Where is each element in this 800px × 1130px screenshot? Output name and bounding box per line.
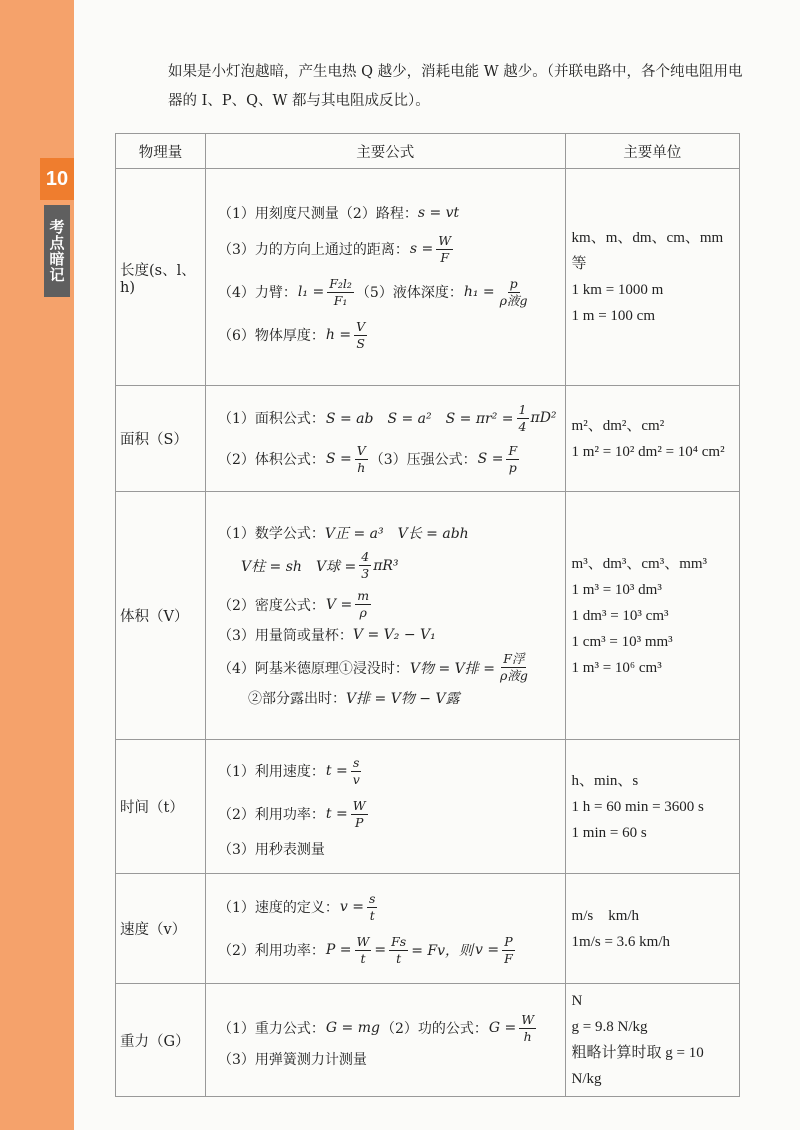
row-name-gravity: 重力（G）: [116, 984, 206, 1097]
fraction: $\frac{m}{\rho}$: [357, 588, 370, 620]
header-quantity: 物理量: [116, 134, 206, 169]
fraction: $\frac{p}{\text{ρ液g}}$: [499, 275, 528, 308]
unit-line: 1 m³ = 10³ dm³: [571, 581, 662, 598]
formulas-length: [206, 169, 566, 386]
formula-expr: πD²: [530, 410, 557, 426]
formulas-time: [206, 740, 566, 874]
formulas-gravity: [206, 984, 566, 1097]
formula-text: （2）利用功率：: [218, 943, 325, 959]
unit-line: km、m、dm、cm、mm: [571, 230, 724, 246]
fraction: $\frac{s}{v}$: [352, 754, 360, 787]
formula-text: （1）重力公式：: [218, 1021, 325, 1037]
unit-line: 1 h = 60 min = 3600 s: [571, 798, 704, 815]
formula-text: （1）速度的定义：: [218, 900, 339, 916]
row-name-length: 长度(s、l、h): [116, 169, 206, 386]
formula-table: [115, 133, 740, 1097]
table-row: [116, 386, 740, 492]
formula-text: （3）用弹簧测力计测量: [218, 1051, 367, 1068]
formula-expr: l₁ =: [297, 284, 325, 300]
formula-expr: V =: [325, 596, 353, 613]
formula-text: （4）阿基米德原理①浸没时：: [218, 660, 409, 677]
row-name-time: 时间（t）: [116, 740, 206, 874]
formula-text: （1）面积公式：: [218, 411, 325, 427]
formula-expr: = Fv，则: [411, 943, 474, 959]
fraction: $\frac{\text{F₂l₂}}{\text{F₁}}$: [329, 275, 352, 308]
formula-expr: V柱 = sh V球 =: [241, 558, 357, 575]
table-row: [116, 984, 740, 1097]
formula-expr: G = mg: [325, 1020, 380, 1036]
units-time: [565, 740, 739, 874]
unit-line: 1 km = 1000 m: [571, 282, 664, 298]
fraction: $\frac{s}{t}$: [369, 890, 376, 923]
formula-text: （2）利用功率：: [218, 807, 325, 823]
fraction: $\frac{V}{S}$: [356, 318, 366, 351]
units-gravity: [565, 984, 739, 1097]
table-row: [116, 740, 740, 874]
formula-expr: V正 = a³ V长 = abh: [324, 526, 469, 542]
fraction: $\frac{W}{t}$: [356, 933, 370, 966]
formula-expr: V物 = V排 =: [409, 660, 495, 677]
formula-text: （4）力臂：: [218, 285, 297, 301]
chapter-tag: 考点暗记: [44, 205, 70, 297]
fraction: $\frac{4}{3}$: [361, 549, 370, 581]
formulas-speed: [206, 874, 566, 984]
formulas-area: [206, 386, 566, 492]
unit-line: m²、dm²、cm²: [571, 417, 665, 434]
formula-expr: G =: [488, 1020, 517, 1036]
unit-line: 1 min = 60 s: [571, 824, 647, 841]
formula-text: （5）液体深度：: [355, 285, 463, 301]
fraction: $\frac{P}{F}$: [504, 933, 513, 966]
header-units: 主要单位: [565, 134, 739, 169]
table-row: [116, 874, 740, 984]
formula-text: （3）力的方向上通过的距离：: [218, 242, 409, 258]
formula-expr: v =: [475, 942, 500, 958]
formula-text: （2）功的公式：: [380, 1021, 488, 1037]
formula-text: （3）用量筒或量杯：: [218, 628, 353, 644]
unit-line: 1m/s = 3.6 km/h: [571, 933, 671, 950]
fraction: $\frac{\text{F浮}}{\text{ρ液g}}$: [499, 651, 528, 683]
fraction: $\frac{V}{h}$: [356, 442, 366, 475]
unit-line: h、min、s: [571, 772, 639, 789]
formula-expr: h =: [325, 327, 352, 343]
unit-line: 1 m² = 10² dm² = 10⁴ cm²: [571, 443, 725, 460]
fraction: $\frac{W}{h}$: [521, 1011, 535, 1044]
formula-expr: S =: [325, 451, 352, 467]
formula-expr: S =: [477, 451, 504, 467]
units-speed: [565, 874, 739, 984]
units-length: [565, 169, 739, 386]
formula-expr: V = V₂ − V₁: [352, 627, 436, 643]
formula-expr: S = ab S = a² S = πr² =: [325, 411, 514, 427]
unit-line: 1 dm³ = 10³ cm³: [571, 607, 669, 624]
unit-line: 等: [571, 256, 587, 272]
formula-text: （3）压强公式：: [369, 452, 477, 468]
formula-text: （2）体积公式：: [218, 452, 325, 468]
table-row: [116, 492, 740, 740]
formula-text: （2）密度公式：: [218, 597, 325, 614]
formula-text: （1）利用速度：: [218, 764, 325, 780]
formula-expr: t =: [325, 763, 348, 779]
unit-line: 1 cm³ = 10³ mm³: [571, 633, 673, 650]
header-formulas: 主要公式: [206, 134, 566, 169]
row-name-speed: 速度（v）: [116, 874, 206, 984]
formula-text: （1）用刻度尺测量（2）路程：: [218, 205, 418, 222]
formula-expr: s = vt: [417, 204, 460, 221]
formula-expr: v =: [339, 899, 365, 915]
formula-expr: =: [374, 942, 387, 958]
table-row: [116, 169, 740, 386]
table-header-row: [116, 134, 740, 169]
units-volume: [565, 492, 739, 740]
formula-expr: πR³: [373, 557, 399, 574]
row-name-volume: 体积（V）: [116, 492, 206, 740]
formula-expr: V排 = V物 − V露: [346, 691, 460, 707]
unit-line: m/s km/h: [571, 907, 640, 924]
unit-line: m³、dm³、cm³、mm³: [571, 555, 708, 572]
unit-line: g = 9.8 N/kg: [571, 1019, 648, 1035]
fraction: $\frac{Fs}{t}$: [391, 933, 407, 966]
formula-expr: t =: [325, 806, 348, 822]
fraction: $\frac{1}{4}$: [518, 401, 527, 434]
unit-line: N: [571, 993, 583, 1009]
formula-text: （6）物体厚度：: [218, 328, 325, 344]
formula-text: （3）用秒表测量: [218, 841, 325, 858]
formula-expr: h₁ =: [463, 284, 495, 300]
units-area: [565, 386, 739, 492]
formula-expr: P =: [325, 942, 352, 958]
unit-line: 粗略计算时取 g = 10 N/kg: [571, 1045, 704, 1087]
fraction: $\frac{W}{P}$: [352, 797, 366, 830]
unit-line: 1 m³ = 10⁶ cm³: [571, 659, 662, 676]
side-strip: [0, 0, 74, 1130]
formulas-volume: [206, 492, 566, 740]
fraction: $\frac{F}{p}$: [508, 442, 518, 475]
unit-line: 1 m = 100 cm: [571, 308, 655, 324]
intro-paragraph: 如果是小灯泡越暗，产生电热 Q 越少，消耗电能 W 越少。（并联电路中，各个纯电阻用电器的 I、P、Q、W 都与其电阻成反比）。: [168, 64, 743, 109]
formula-expr: s =: [409, 241, 434, 257]
row-name-area: 面积（S）: [116, 386, 206, 492]
formula-text: ②部分露出时：: [248, 691, 346, 707]
formula-text: （1）数学公式：: [218, 526, 325, 542]
fraction: $\frac{W}{F}$: [438, 232, 452, 265]
chapter-number: 10: [40, 158, 74, 200]
